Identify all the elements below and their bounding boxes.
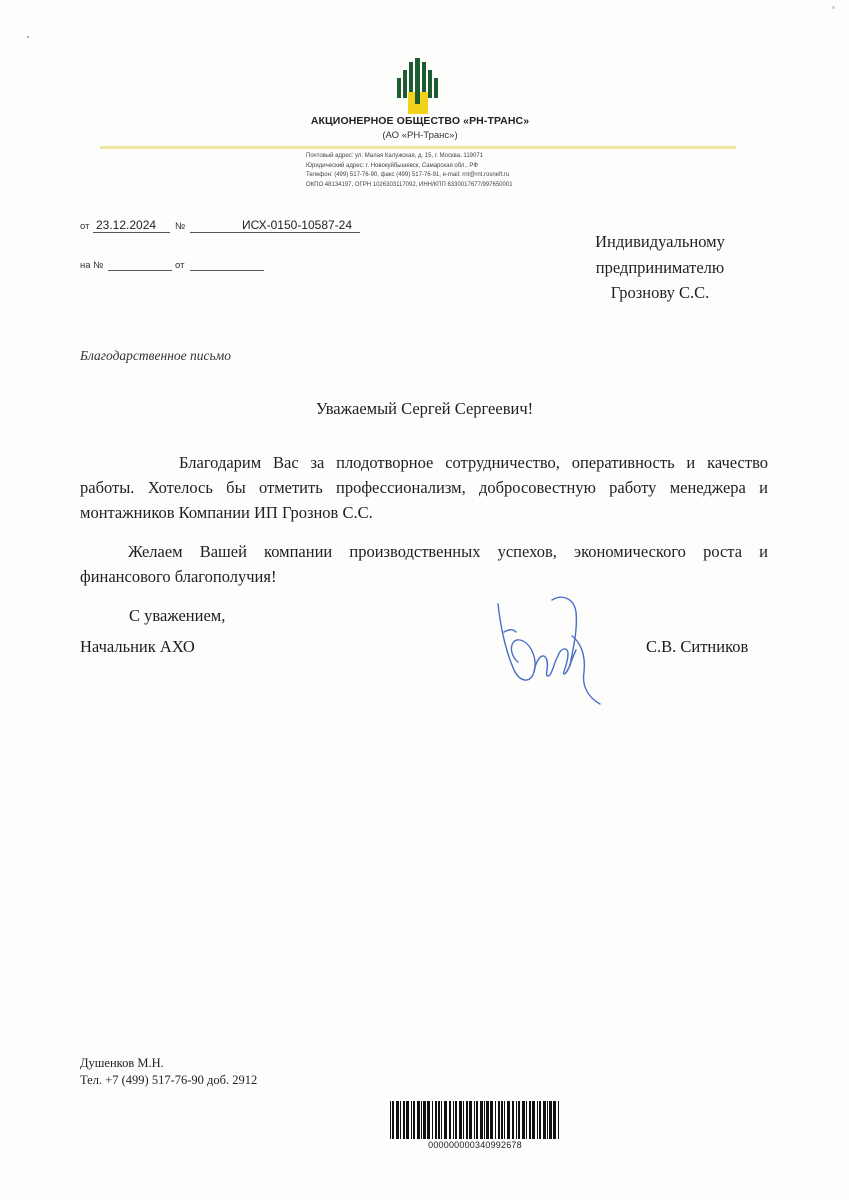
scan-speck <box>27 36 29 38</box>
salutation: Уважаемый Сергей Сергеевич! <box>315 399 534 418</box>
body-paragraph: Благодарим Вас за плодотворное сотрудничество, оперативность и качество работы. Хотелось бы отметить профессионализм, добросовестную работу менеджера и монтажников Компании ИП Грознов С.С. <box>80 453 768 522</box>
addressee-block <box>540 229 780 306</box>
number-prefix: № <box>175 221 186 232</box>
org-name: АКЦИОНЕРНОЕ ОБЩЕСТВО «РН-ТРАНС» <box>310 115 530 127</box>
contact-line: ОКПО 48134197, ОГРН 1026303117092, ИНН/КПП 6330017677/997650001 <box>306 181 513 188</box>
date-underline <box>93 232 170 233</box>
letter-type: Благодарственное письмо <box>80 348 232 363</box>
letter-date: 23.12.2024 <box>96 218 157 232</box>
handwritten-signature-icon <box>490 592 610 707</box>
contact-line: Юридический адрес: г. Новокуйбышевск, Самарская обл., РФ <box>306 162 478 169</box>
contact-line: Почтовый адрес: ул. Малая Калужская, д. 15, г. Москва, 119071 <box>306 153 484 159</box>
executor-name: Душенков М.Н. <box>80 1056 164 1070</box>
signer-name: С.В. Ситников <box>646 637 749 656</box>
reply-number-underline <box>108 270 172 271</box>
barcode-number: 000000000340992678 <box>428 1140 522 1150</box>
org-short-name: (АО «РН-Транс») <box>382 130 458 141</box>
letter-number: ИСХ-0150-10587-24 <box>242 218 353 232</box>
body-paragraph: Желаем Вашей компании производственных успехов, экономического роста и финансового благополучия! <box>80 542 768 586</box>
scan-speck <box>832 6 835 9</box>
reply-date-prefix: от <box>175 260 185 271</box>
header-divider <box>100 146 736 149</box>
contact-line: Телефон: (499) 517-76-90, факс (499) 517-76-91, e-mail: rnt@rnt.rosneft.ru <box>306 172 510 179</box>
date-prefix: от <box>80 221 90 232</box>
executor-info <box>80 1055 257 1089</box>
signer-position: Начальник АХО <box>80 637 195 656</box>
company-logo-icon <box>395 56 441 116</box>
org-contacts <box>306 152 566 190</box>
addressee-line: предпринимателю <box>595 257 725 277</box>
reply-number-prefix: на № <box>80 260 104 271</box>
closing-regards: С уважением, <box>129 606 226 625</box>
barcode-icon <box>389 1101 561 1141</box>
addressee-line: Грознову С.С. <box>610 283 710 302</box>
addressee-line: Индивидуальному <box>595 232 725 251</box>
number-underline <box>190 232 360 233</box>
reply-date-underline <box>190 270 264 271</box>
executor-phone: Тел. +7 (499) 517-76-90 доб. 2912 <box>80 1073 258 1087</box>
